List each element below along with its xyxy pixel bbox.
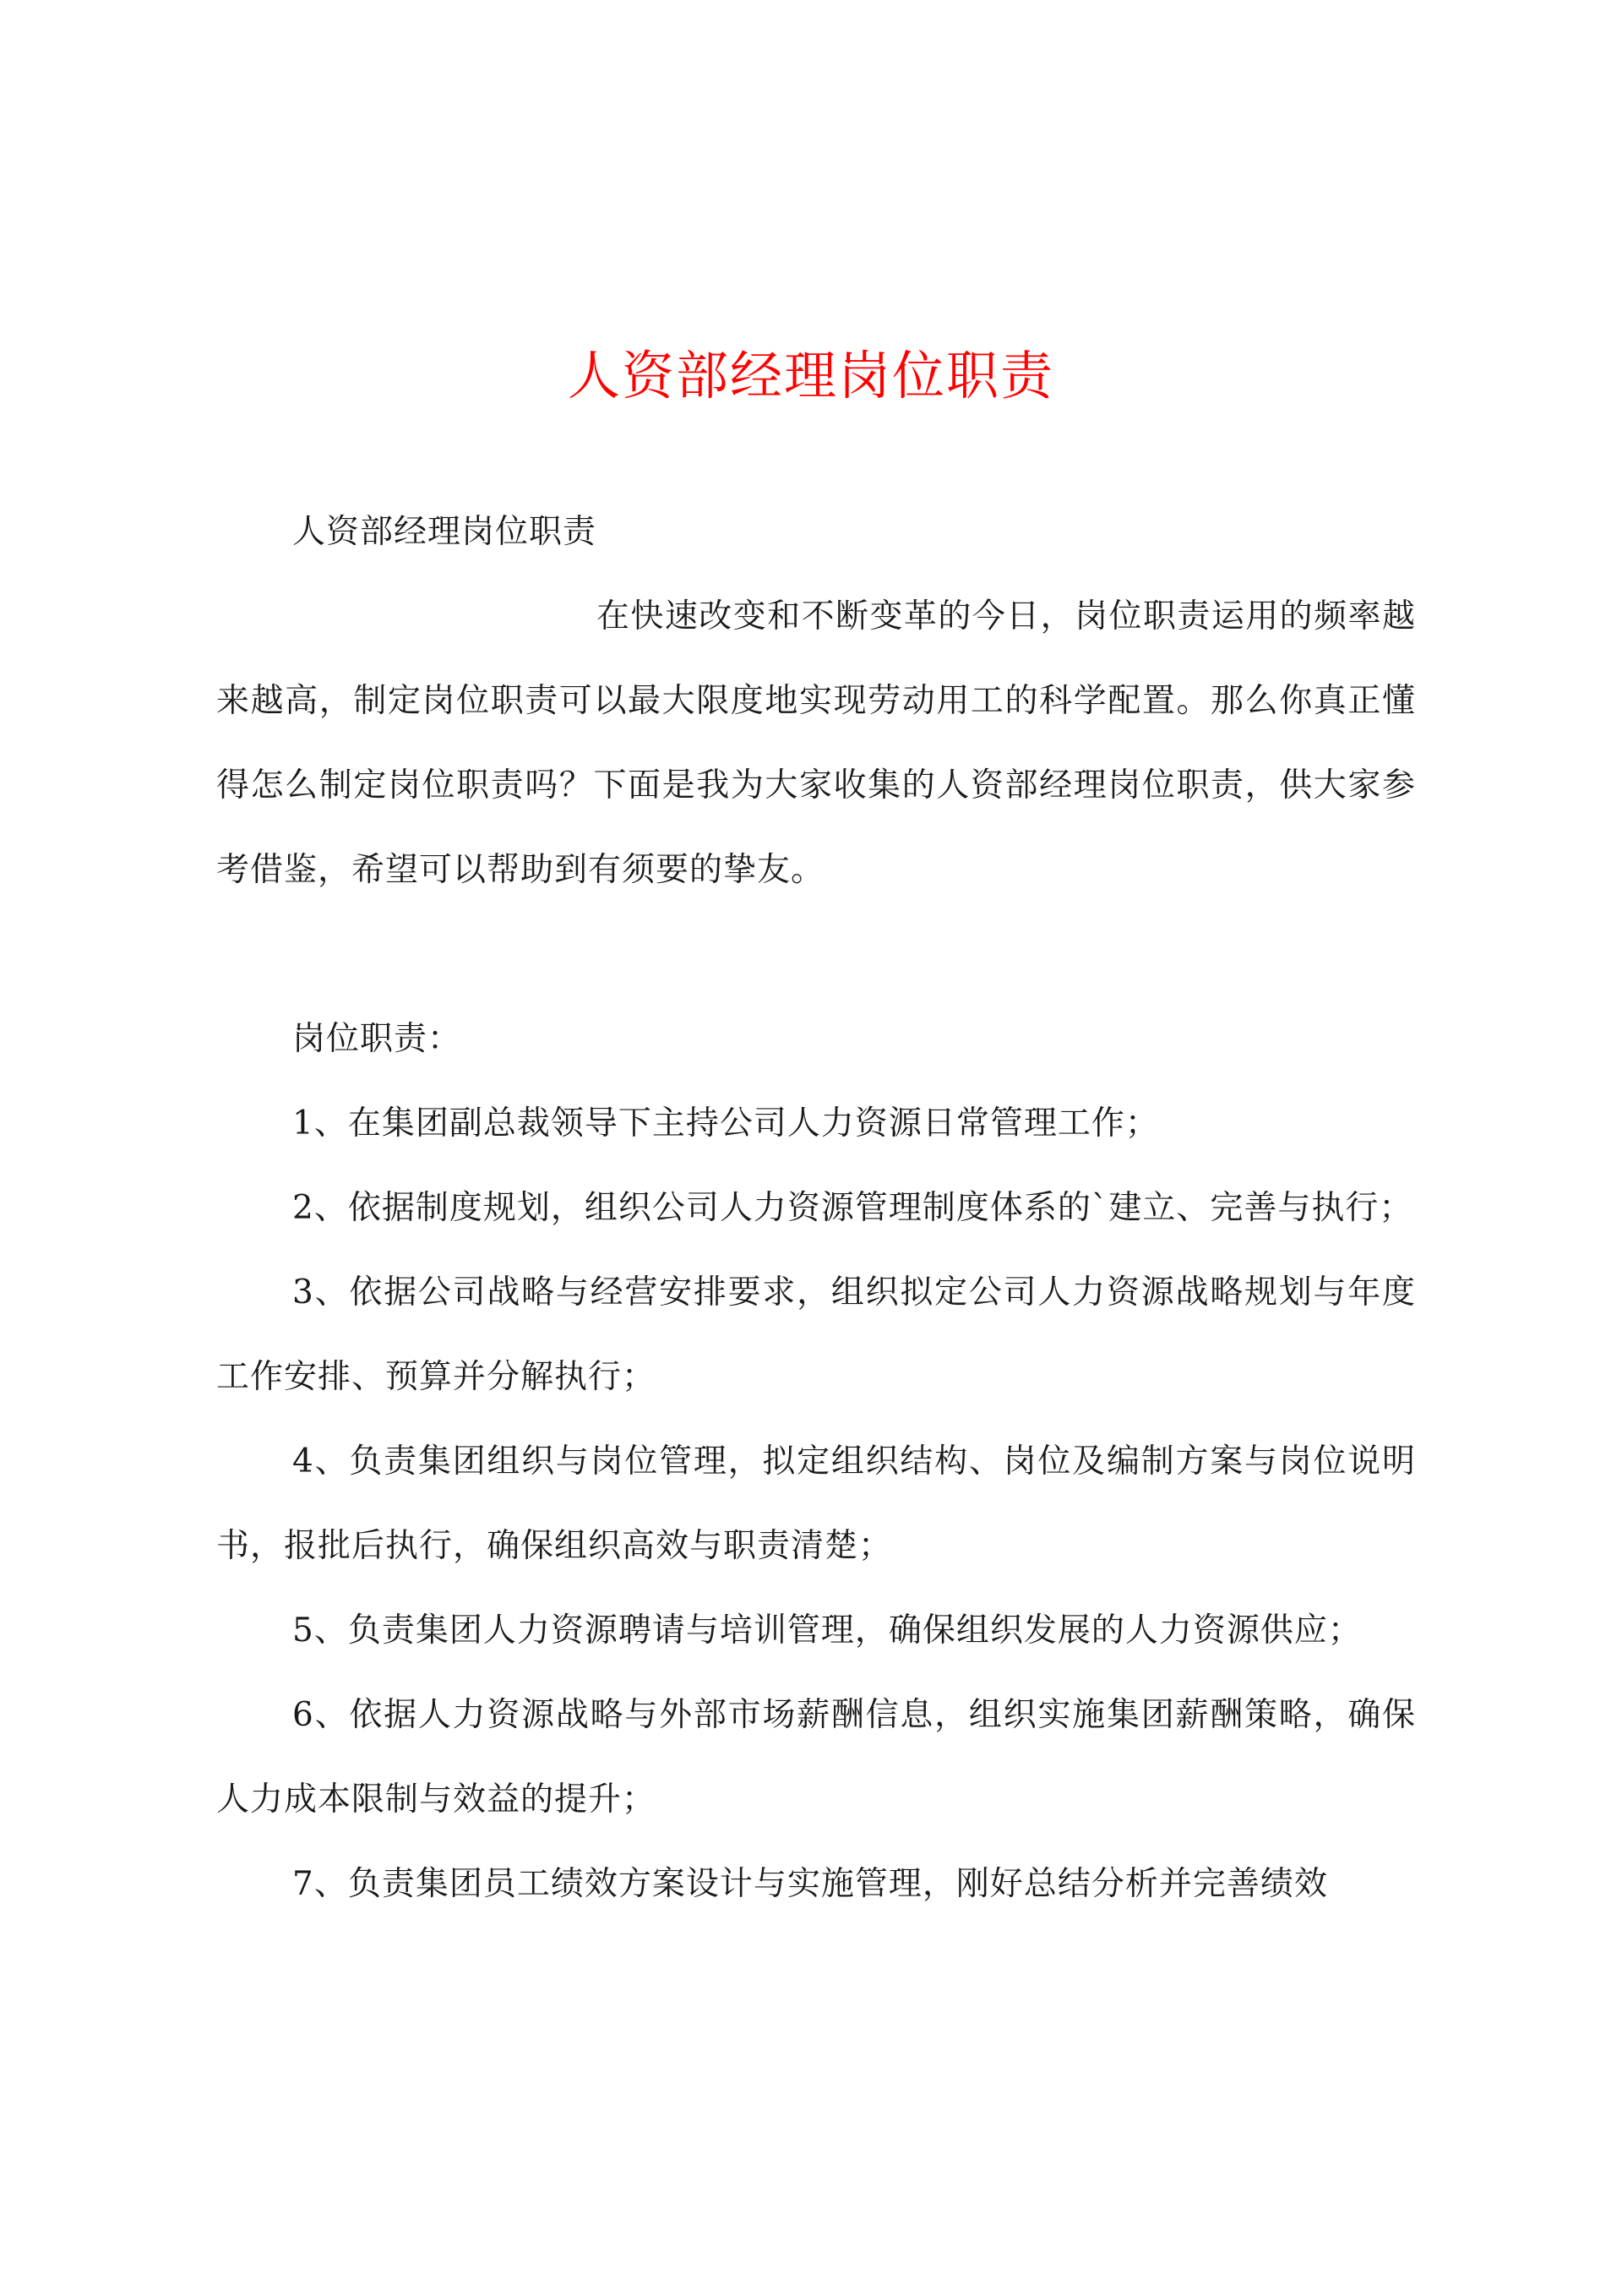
section-heading: 岗位职责： — [292, 1020, 462, 1058]
duty-item-4: 4、负责集团组织与岗位管理，拟定组织结构、岗位及编制方案与岗位说明书，报批后执行，确保组织高效与职责清楚； — [216, 1442, 1416, 1565]
duty-item-6: 6、依据人力资源战略与外部市场薪酬信息，组织实施集团薪酬策略，确保人力成本限制与效益的提升； — [216, 1696, 1416, 1819]
duty-item-7: 7、负责集团员工绩效方案设计与实施管理，刚好总结分析并完善绩效 — [292, 1865, 1328, 1903]
intro-paragraph: 在快速改变和不断变革的今日，岗位职责运用的频率越来越高，制定岗位职责可以最大限度地实现劳动用工的科学配置。那么你真正懂得怎么制定岗位职责吗？下面是我为大家收集的人资部经理岗位职责，供大家参考借鉴，希望可以帮助到有须要的挚友。 — [216, 597, 1416, 889]
document-title: 人资部经理岗位职责 — [567, 345, 1054, 406]
duty-item-3: 3、依据公司战略与经营安排要求，组织拟定公司人力资源战略规划与年度工作安排、预算并分解执行； — [216, 1273, 1416, 1396]
paragraph-spacer — [216, 913, 1416, 997]
document-body — [216, 490, 1416, 1927]
duty-item-5: 5、负责集团人力资源聘请与培训管理，确保组织发展的人力资源供应； — [292, 1612, 1362, 1650]
duty-item-1: 1、在集团副总裁领导下主持公司人力资源日常管理工作； — [292, 1104, 1159, 1143]
duty-item-2: 2、依据制度规划，组织公司人力资源管理制度体系的`建立、完善与执行； — [292, 1189, 1413, 1227]
subtitle: 人资部经理岗位职责 — [292, 513, 597, 551]
